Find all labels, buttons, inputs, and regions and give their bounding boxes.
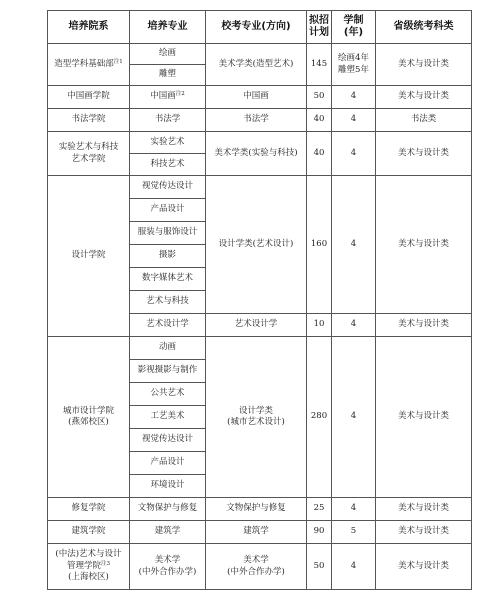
table-row (48, 521, 472, 544)
subject-cell: 美术与设计类 (376, 544, 472, 590)
quota-cell: 40 (307, 132, 332, 176)
header-quota-line1: 拟招 (309, 14, 329, 26)
school-cell: 中国画学院 (48, 86, 130, 109)
major-cell: 环境设计 (130, 475, 206, 498)
years-line1: 绘画4年 (338, 53, 369, 64)
note-marker: 注2 (175, 91, 185, 98)
school-name-line1: 城市设计学院 (62, 405, 114, 416)
table-row (48, 544, 472, 590)
major-line1: 美术学 (154, 555, 181, 566)
exam-major-line2: (城市艺术设计) (227, 417, 285, 427)
subject-cell: 美术与设计类 (376, 86, 472, 109)
years-cell: 5 (332, 521, 376, 544)
exam-major-cell: 文物保护与修复 (206, 498, 307, 521)
major-cell: 艺术设计学 (130, 314, 206, 337)
major-cell: 艺术与科技 (130, 291, 206, 314)
quota-cell: 145 (307, 44, 332, 86)
major-cell: 动画 (130, 337, 206, 360)
school-name-line2: (燕郊校区) (68, 417, 109, 427)
quota-cell: 40 (307, 109, 332, 132)
major-cell: 实验艺术 (130, 132, 206, 154)
exam-major-cell: 艺术设计学 (206, 314, 307, 337)
years-cell: 4 (332, 109, 376, 132)
school-cell: 修复学院 (48, 498, 130, 521)
school-cell: 建筑学院 (48, 521, 130, 544)
header-years-line2: (年) (343, 27, 364, 38)
major-line2: (中外合作办学) (138, 566, 197, 577)
school-name: 造型学科基础部 (54, 58, 114, 69)
table-row (48, 109, 472, 132)
header-school: 培养院系 (48, 11, 130, 44)
header-years (332, 11, 376, 44)
school-name-line2: 管理学院$^{注3}$ (66, 560, 110, 571)
school-name-line1: 实验艺术与科技 (58, 142, 119, 153)
major-cell (130, 544, 206, 590)
header-quota (307, 11, 332, 44)
header-years-line1: 学制 (343, 14, 364, 26)
exam-major-line2: (中外合作办学) (227, 566, 285, 577)
years-cell: 4 (332, 498, 376, 521)
exam-major-line1: 设计学类 (238, 405, 273, 416)
years-cell: 4 (332, 314, 376, 337)
quota-cell: 90 (307, 521, 332, 544)
exam-major-cell (206, 544, 307, 590)
exam-major-cell: 美术学类(造型艺术) (206, 44, 307, 86)
major-cell: 绘画 (130, 44, 206, 65)
table-row (48, 176, 472, 199)
major-cell (130, 86, 206, 109)
quota-cell: 50 (307, 544, 332, 590)
major-cell: 产品设计 (130, 452, 206, 475)
school-cell (48, 132, 130, 176)
table-row (48, 337, 472, 360)
note-marker: 注1 (113, 58, 123, 65)
major-cell: 工艺美术 (130, 406, 206, 429)
school-cell: 书法学院 (48, 109, 130, 132)
years-cell: 4 (332, 86, 376, 109)
school-name-line3: (上海校区) (68, 572, 109, 583)
table-row (48, 132, 472, 154)
exam-major-cell: 书法学 (206, 109, 307, 132)
school-cell (48, 544, 130, 590)
major-cell: 视觉传达设计 (130, 429, 206, 452)
exam-major-cell: 美术学类(实验与科技) (206, 132, 307, 176)
school-cell (48, 337, 130, 498)
major-cell: 视觉传达设计 (130, 176, 206, 199)
quota-cell: 25 (307, 498, 332, 521)
school-cell (48, 44, 130, 86)
table-row (48, 86, 472, 109)
header-major: 培养专业 (130, 11, 206, 44)
major-cell: 文物保护与修复 (130, 498, 206, 521)
years-cell (332, 44, 376, 86)
quota-cell: 50 (307, 86, 332, 109)
subject-cell: 美术与设计类 (376, 521, 472, 544)
major-cell: 影视摄影与制作 (130, 360, 206, 383)
exam-major-line1: 美术学 (243, 555, 269, 566)
quota-cell: 160 (307, 176, 332, 314)
quota-cell: 280 (307, 337, 332, 498)
major-name: 中国画 (150, 91, 176, 102)
exam-major-cell (206, 337, 307, 498)
major-cell: 科技艺术 (130, 154, 206, 176)
subject-cell: 美术与设计类 (376, 176, 472, 314)
major-cell: 服装与服饰设计 (130, 222, 206, 245)
note-marker: 注3 (101, 560, 110, 567)
exam-major-cell: 中国画 (206, 86, 307, 109)
major-cell: 产品设计 (130, 199, 206, 222)
subject-cell: 美术与设计类 (376, 498, 472, 521)
years-cell: 4 (332, 176, 376, 314)
header-exam-major: 校考专业(方向) (206, 11, 307, 44)
subject-cell: 美术与设计类 (376, 132, 472, 176)
major-cell: 数字媒体艺术 (130, 268, 206, 291)
exam-major-cell: 建筑学 (206, 521, 307, 544)
major-cell: 书法学 (130, 109, 206, 132)
years-cell: 4 (332, 337, 376, 498)
school-name-line1: (中法)艺术与设计 (55, 549, 122, 560)
years-cell: 4 (332, 132, 376, 176)
header-row (48, 11, 472, 44)
major-cell: 雕塑 (130, 65, 206, 86)
quota-cell: 10 (307, 314, 332, 337)
header-subject: 省级统考科类 (376, 11, 472, 44)
major-cell: 建筑学 (130, 521, 206, 544)
subject-cell: 书法类 (376, 109, 472, 132)
major-cell: 摄影 (130, 245, 206, 268)
major-cell: 公共艺术 (130, 383, 206, 406)
years-cell: 4 (332, 544, 376, 590)
exam-major-cell: 设计学类(艺术设计) (206, 176, 307, 314)
school-cell: 设计学院 (48, 176, 130, 337)
subject-cell: 美术与设计类 (376, 337, 472, 498)
table-row (48, 498, 472, 521)
header-quota-line2: 计划 (309, 27, 329, 38)
years-line2: 雕塑5年 (338, 64, 369, 75)
enrollment-table (47, 10, 472, 590)
subject-cell: 美术与设计类 (376, 314, 472, 337)
subject-cell: 美术与设计类 (376, 44, 472, 86)
table-row (48, 44, 472, 65)
school-name-line2: 艺术学院 (71, 153, 106, 164)
